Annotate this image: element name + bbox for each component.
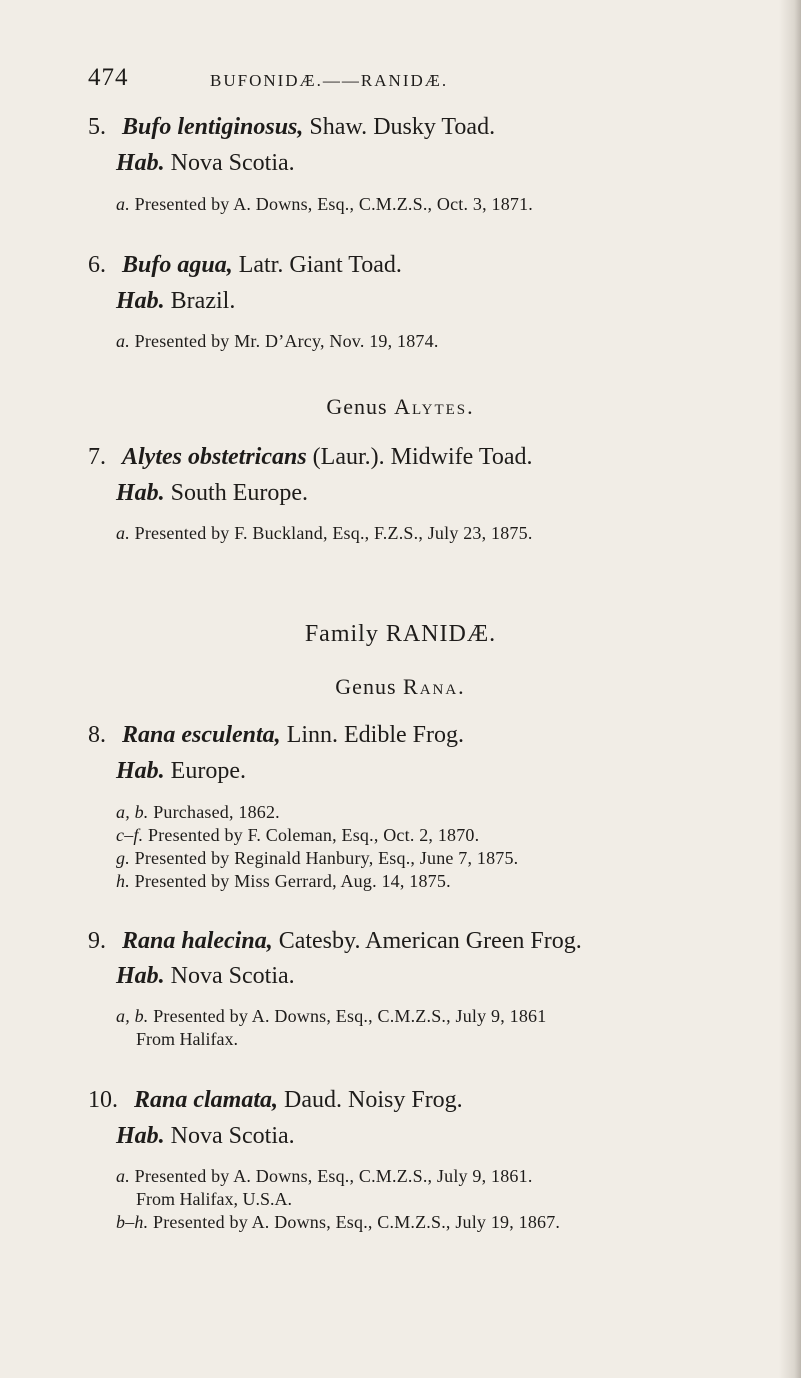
scientific-name: Alytes obstetricans — [122, 444, 307, 470]
specimen-line — [116, 848, 518, 869]
specimen-letter: a, b. — [116, 1006, 149, 1026]
habitat-value: South Europe. — [170, 480, 308, 506]
specimen-letter: a. — [116, 194, 130, 214]
habitat-line — [116, 963, 295, 990]
specimen-text: Presented by Miss Gerrard, Aug. 14, 1875. — [134, 871, 451, 891]
specimen-letter: a. — [116, 1166, 130, 1186]
entry-number: 10. — [88, 1087, 118, 1113]
specimen-text: Purchased, 1862. — [153, 802, 280, 822]
habitat-value: Nova Scotia. — [170, 150, 295, 176]
specimen-continuation: From Halifax, U.S.A. — [136, 1189, 292, 1209]
specimen-text: Presented by Mr. D’Arcy, Nov. 19, 1874. — [134, 331, 439, 351]
habitat-label: Hab. — [116, 963, 165, 989]
authority: Shaw. — [309, 114, 368, 140]
family-name: RANIDÆ. — [385, 621, 497, 647]
common-name: Midwife Toad. — [390, 444, 533, 470]
specimen-line — [116, 194, 533, 215]
scientific-name: Rana halecina, — [122, 928, 273, 954]
habitat-label: Hab. — [116, 480, 165, 506]
specimen-text: Presented by F. Coleman, Esq., Oct. 2, 1870. — [148, 825, 480, 845]
family-prefix: Family — [304, 621, 379, 647]
common-name: American Green Frog. — [365, 928, 582, 954]
specimen-letter: b–h. — [116, 1212, 149, 1232]
entry-number: 7. — [88, 444, 106, 470]
species-entry-9-heading — [88, 928, 582, 955]
specimen-text: Presented by A. Downs, Esq., C.M.Z.S., Oct. 3, 1871. — [134, 194, 534, 214]
common-name: Dusky Toad. — [373, 114, 496, 140]
common-name: Edible Frog. — [344, 722, 465, 748]
habitat-line — [116, 758, 246, 785]
specimen-line — [116, 331, 439, 352]
species-entry-6-heading — [88, 252, 402, 279]
scientific-name: Bufo lentiginosus, — [122, 114, 304, 140]
specimen-text: Presented by A. Downs, Esq., C.M.Z.S., July 9, 1861. — [134, 1166, 533, 1186]
specimen-text: Presented by A. Downs, Esq., C.M.Z.S., July 9, 1861 — [153, 1006, 547, 1026]
habitat-label: Hab. — [116, 1123, 165, 1149]
authority: Daud. — [284, 1087, 342, 1113]
genus-name: Alytes. — [394, 394, 475, 419]
species-entry-5-heading — [88, 114, 495, 141]
common-name: Noisy Frog. — [348, 1087, 463, 1113]
habitat-line — [116, 480, 308, 507]
species-entry-8-heading — [88, 722, 464, 749]
specimen-line — [116, 1166, 533, 1187]
genus-name: Rana. — [403, 674, 466, 699]
scientific-name: Bufo agua, — [122, 252, 233, 278]
running-head: BUFONIDÆ.——RANIDÆ. — [210, 71, 449, 90]
authority: Catesby. — [278, 928, 361, 954]
entry-number: 8. — [88, 722, 106, 748]
specimen-line — [116, 825, 479, 846]
habitat-value: Europe. — [170, 758, 246, 784]
genus-prefix: Genus — [326, 394, 388, 419]
genus-heading-rana — [0, 674, 801, 700]
specimen-letter: a. — [116, 523, 130, 543]
entry-number: 5. — [88, 114, 106, 140]
authority: Latr. — [238, 252, 284, 278]
habitat-line — [116, 288, 235, 315]
page-header — [0, 64, 801, 104]
specimen-line — [116, 802, 280, 823]
genus-prefix: Genus — [335, 674, 397, 699]
genus-heading-alytes — [0, 394, 801, 420]
specimen-letter: g. — [116, 848, 130, 868]
entry-number: 9. — [88, 928, 106, 954]
habitat-line — [116, 150, 295, 177]
specimen-text: Presented by Reginald Hanbury, Esq., June 7, 1875. — [134, 848, 519, 868]
specimen-continuation: From Halifax. — [136, 1029, 238, 1049]
habitat-label: Hab. — [116, 758, 165, 784]
habitat-value: Brazil. — [170, 288, 236, 314]
habitat-label: Hab. — [116, 150, 165, 176]
habitat-label: Hab. — [116, 288, 165, 314]
specimen-letter: h. — [116, 871, 130, 891]
page-number: 474 — [88, 64, 129, 91]
species-entry-7-heading — [88, 444, 533, 471]
common-name: Giant Toad. — [289, 252, 402, 278]
family-heading-ranidae — [0, 621, 801, 648]
authority: Linn. — [286, 722, 339, 748]
specimen-line — [116, 1212, 560, 1233]
entry-number: 6. — [88, 252, 106, 278]
scientific-name: Rana esculenta, — [122, 722, 281, 748]
specimen-text: Presented by F. Buckland, Esq., F.Z.S., July 23, 1875. — [134, 523, 533, 543]
scientific-name: Rana clamata, — [134, 1087, 279, 1113]
authority: (Laur.). — [312, 444, 385, 470]
habitat-value: Nova Scotia. — [170, 1123, 295, 1149]
specimen-letter: a. — [116, 331, 130, 351]
specimen-line — [116, 871, 451, 892]
specimen-line — [116, 523, 533, 544]
species-entry-10-heading — [88, 1087, 463, 1114]
specimen-line — [116, 1006, 546, 1027]
specimen-letter: c–f. — [116, 825, 144, 845]
specimen-text: Presented by A. Downs, Esq., C.M.Z.S., July 19, 1867. — [153, 1212, 561, 1232]
specimen-letter: a, b. — [116, 802, 149, 822]
habitat-line — [116, 1123, 295, 1150]
habitat-value: Nova Scotia. — [170, 963, 295, 989]
